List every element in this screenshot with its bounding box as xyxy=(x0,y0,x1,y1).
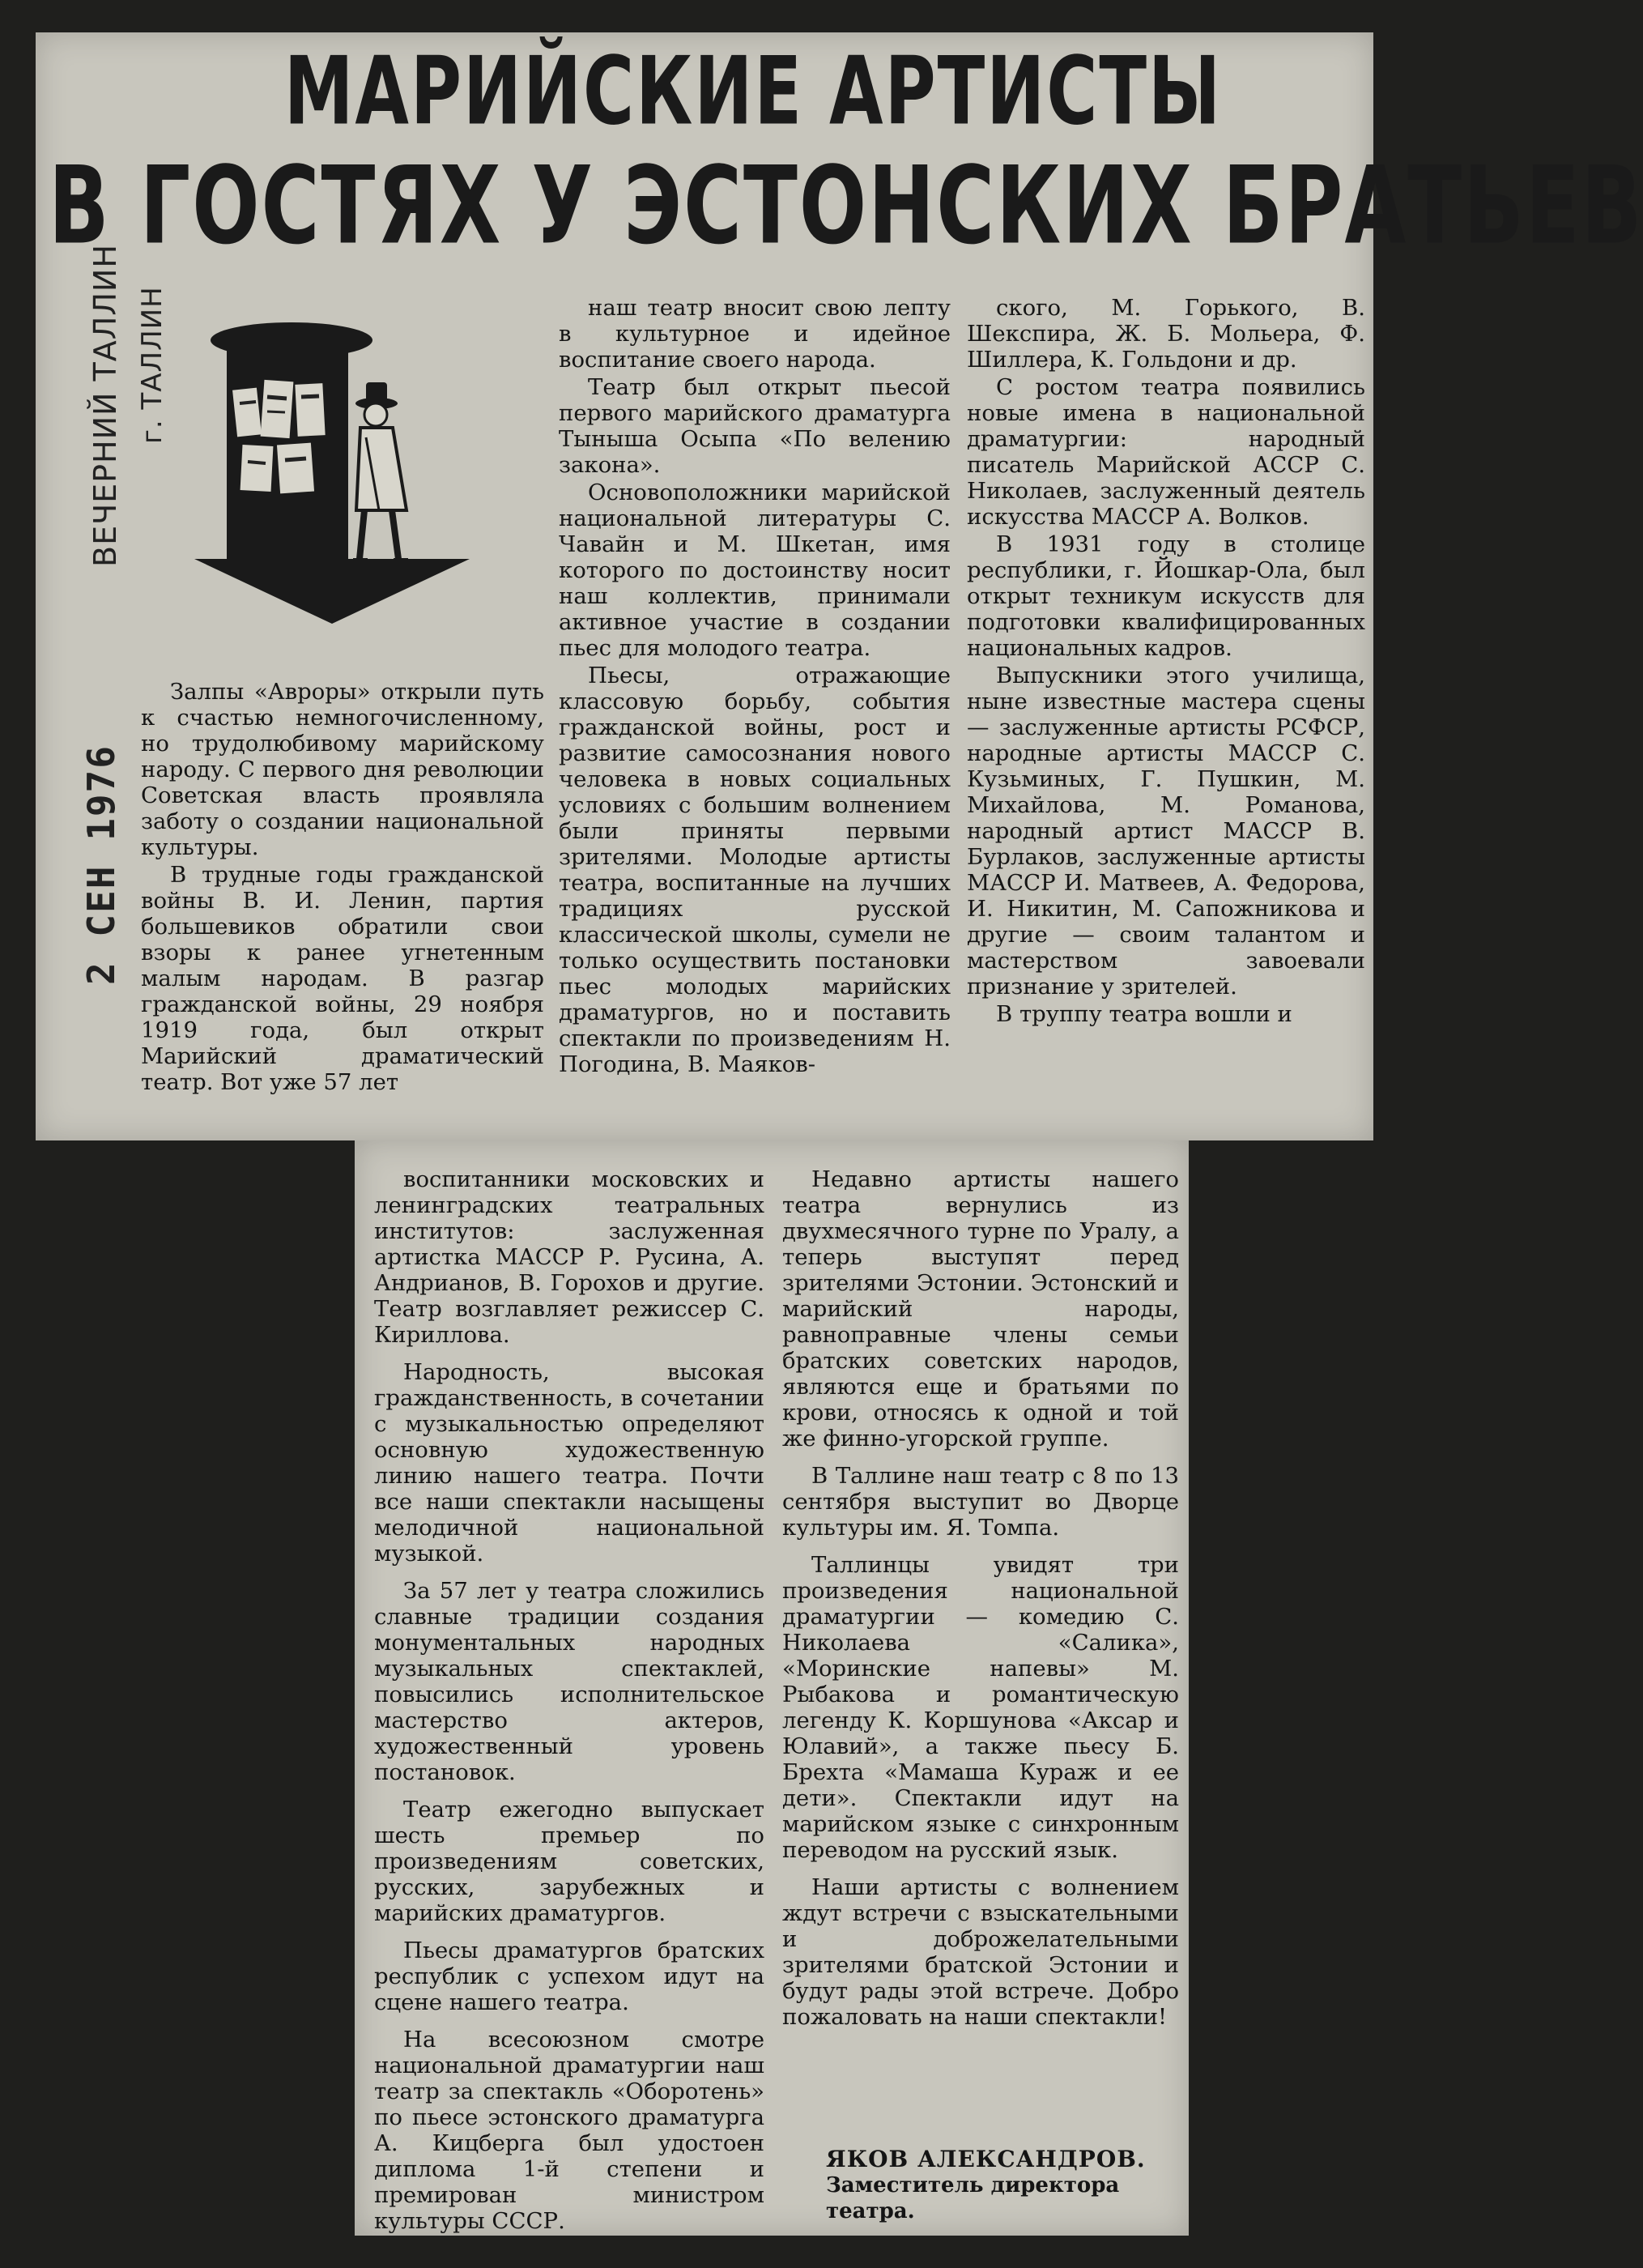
paragraph: Пьесы драматургов братских республик с успехом идут на сцене нашего театра. xyxy=(374,1938,764,2015)
headline-line-1: МАРИЙСКИЕ АРТИСТЫ xyxy=(283,37,1223,147)
paragraph: Залпы «Авроры» открыли путь к счастью немногочисленному, но трудолюбивому марийскому народу. С первого дня революции Советская власть проявляла заботу о создании национальной культуры. xyxy=(141,679,544,860)
paragraph: Выпускники этого училища, ныне известные мастера сцены — заслуженные артисты РСФСР, народные артисты МАССР С. Кузьминых, Г. Пушкин, М. Михайлова, М. Романова, народный артист МАССР В. Бурлаков, заслуженные артисты МАССР И. Матвеев, А. Федорова, И. Никитин, М. Сапожникова и другие — своим талантом и мастерством завоевали признание у зрителей. xyxy=(967,663,1365,1000)
paragraph: Пьесы, отражающие классовую борьбу, события гражданской войны, рост и развитие самосознания нового человека в новых социальных условиях с большим волнением были приняты первыми зрителями. Молодые артисты театра, воспитанные на лучших традициях русской классической школы, сумели не только осуществить постановки пьес молодых марийских драматургов, но и поставить спектакли по произведениям Н. Погодина, В. Маяков- xyxy=(559,663,951,1077)
article-column-1 xyxy=(141,679,544,1126)
paragraph: Основоположники марийской национальной литературы С. Чавайн и М. Шкетан, имя которого по достоинству носит наш коллектив, принимали активное участие в создании пьес для молодого театра. xyxy=(559,480,951,661)
article-column-4 xyxy=(374,1166,764,2234)
paragraph: ского, М. Горького, В. Шекспира, Ж. Б. Мольера, Ф. Шиллера, К. Гольдони и др. xyxy=(967,295,1365,373)
author-position: Заместитель директора театра. xyxy=(826,2173,1120,2223)
article-column-5 xyxy=(782,1166,1179,2155)
author-name: ЯКОВ АЛЕКСАНДРОВ. xyxy=(826,2146,1146,2172)
paragraph: Театр ежегодно выпускает шесть премьер по произведениям советских, русских, зарубежных и марийских драматургов. xyxy=(374,1797,764,1926)
paragraph: В труппу театра вошли и xyxy=(996,1001,1292,1027)
paragraph: Таллинцы увидят три произведения национальной драматургии — комедию С. Николаева «Салика», «Моринские напевы» М. Рыбакова и романтическую легенду К. Коршунова «Аксар и Юлавий», а также пьесу Б. Брехта «Мамаша Кураж и ее дети». Спектакли идут на марийском языке с синхронным переводом на русский язык. xyxy=(782,1552,1179,1863)
poster-column-illustration xyxy=(194,316,502,624)
article-column-2 xyxy=(559,295,951,1126)
paragraph: воспитанники московских и ленинградских театральных институтов: заслуженная артистка МАССР Р. Русина, А. Андрианов, В. Горохов и другие. Театр возглавляет режиссер С. Кириллова. xyxy=(374,1166,764,1348)
paragraph: Театр был открыт пьесой первого марийского драматурга Тыныша Осыпа «По велению закона». xyxy=(559,374,951,478)
paragraph: Народность, высокая гражданственность, в сочетании с музыкальностью определяют основную художественную линию нашего театра. Почти все наши спектакли насыщены мелодичной национальной музыкой. xyxy=(374,1359,764,1567)
paragraph: наш театр вносит свою лепту в культурное и идейное воспитание своего народа. xyxy=(559,295,951,373)
paragraph: На всесоюзном смотре национальной драматургии наш театр за спектакль «Оборотень» по пьесе эстонского драматурга А. Кицберга был удостоен диплома 1-й степени и премирован министром культуры СССР. xyxy=(374,2027,764,2234)
article-column-3 xyxy=(967,295,1365,1126)
paragraph: С ростом театра появились новые имена в национальной драматургии: народный писатель Марийской АССР С. Николаев, заслуженный деятель искусства МАССР А. Волков. xyxy=(967,374,1365,530)
headline-line-2: В ГОСТЯХ У ЭСТОНСКИХ БРАТЬЕВ xyxy=(49,144,1643,269)
newspaper-city: г. ТАЛЛИН xyxy=(136,286,168,444)
author-signature xyxy=(826,2146,1182,2224)
paragraph: За 57 лет у театра сложились славные традиции создания монументальных народных музыкальных спектаклей, повысились исполнительское мастерство актеров, художественный уровень постановок. xyxy=(374,1578,764,1785)
paragraph: В Таллине наш театр с 8 по 13 сентября выступит во Дворце культуры им. Я. Томпа. xyxy=(782,1463,1179,1541)
paragraph: Наши артисты с волнением ждут встречи с взыскательными и доброжелательными зрителями братской Эстонии и будут рады этой встрече. Добро пожаловать на наши спектакли! xyxy=(782,1874,1179,2030)
paragraph: Недавно артисты нашего театра вернулись из двухмесячного турне по Уралу, а теперь выступят перед зрителями Эстонии. Эстонский и марийский народы, равноправные члены семьи братских советских народов, являются еще и братьями по крови, относясь к одной и той же финно-угорской группе. xyxy=(782,1166,1179,1452)
newspaper-name: ВЕЧЕРНИЙ ТАЛЛИН xyxy=(87,244,123,567)
paragraph: В 1931 году в столице республики, г. Йошкар-Ола, был открыт техникум искусств для подготовки квалифицированных национальных кадров. xyxy=(967,531,1365,661)
paragraph: В трудные годы гражданской войны В. И. Ленин, партия большевиков обратили свои взоры к ранее угнетенным малым народам. В разгар гражданской войны, 29 ноября 1919 года, был открыт Марийский драматический театр. Вот уже 57 лет xyxy=(141,862,544,1095)
date-stamp: 2 СЕН 1976 xyxy=(79,744,123,985)
